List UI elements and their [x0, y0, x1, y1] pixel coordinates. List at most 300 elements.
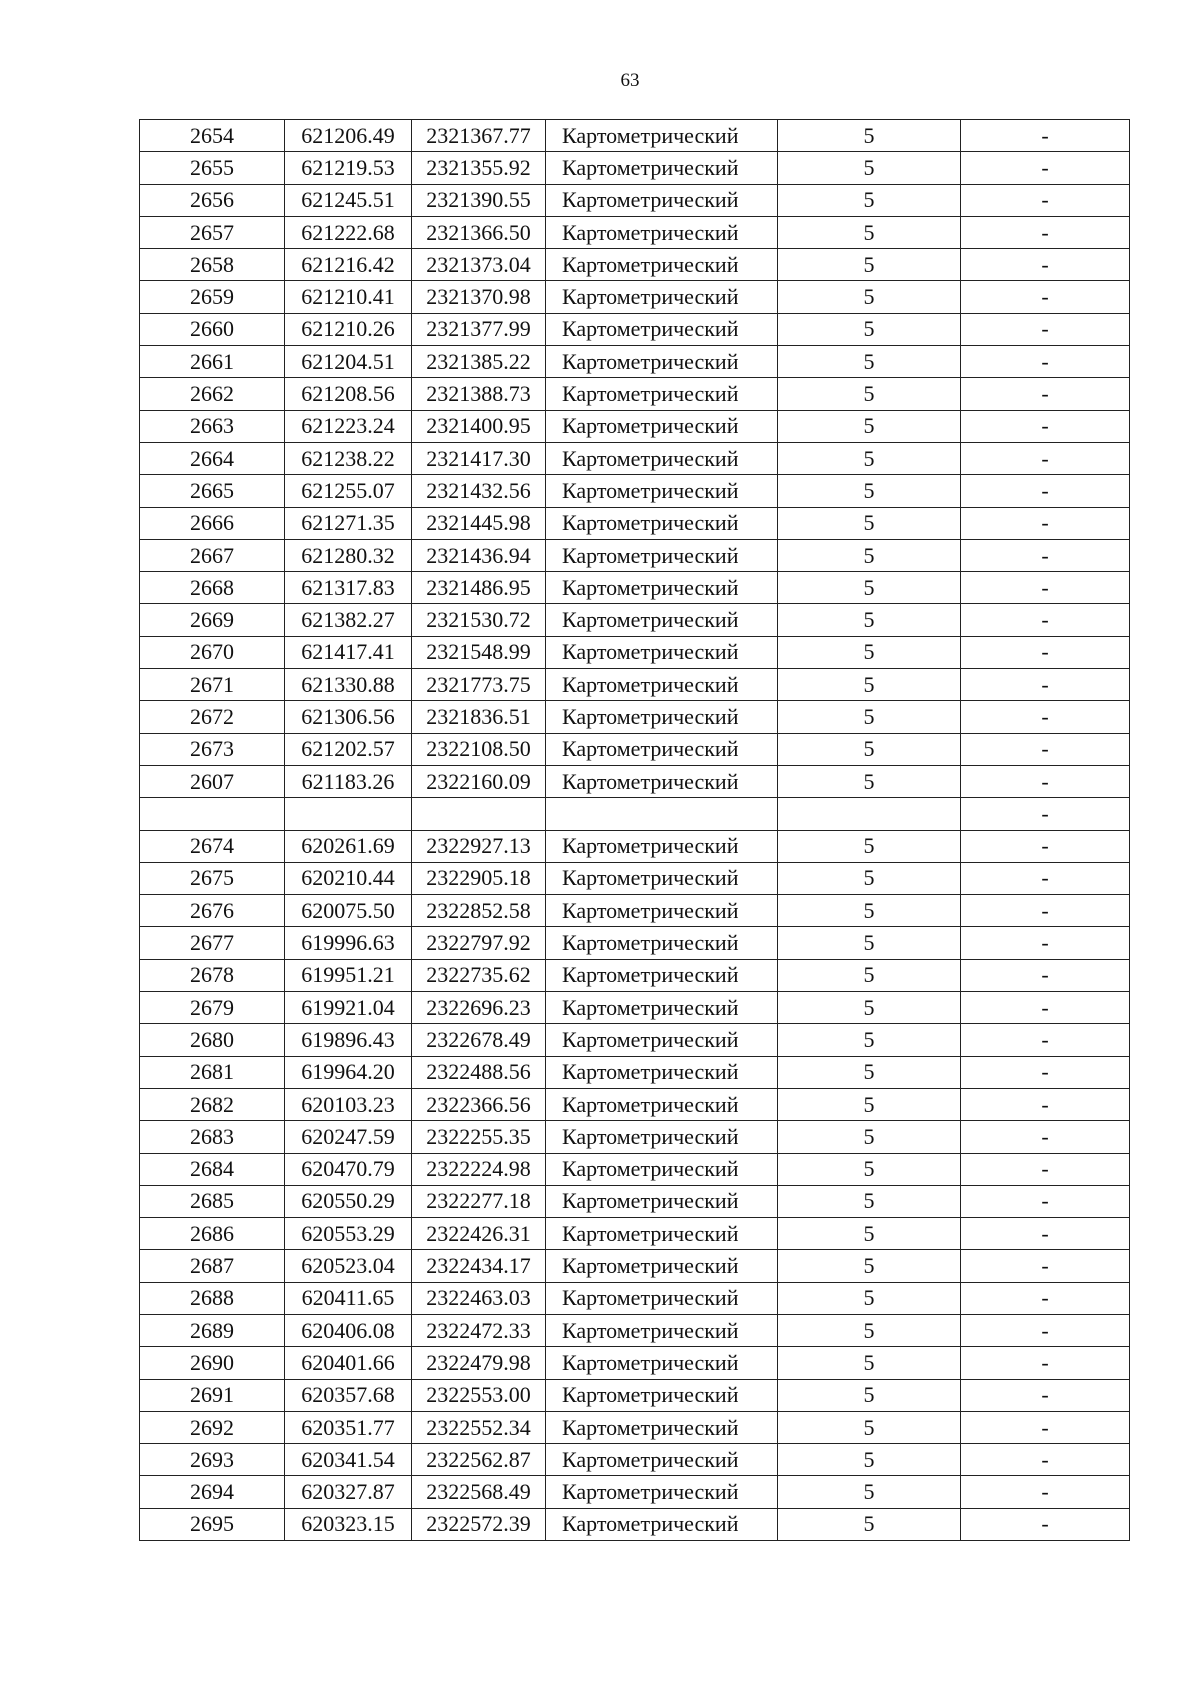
point-number-cell: 2661 [140, 346, 285, 378]
x-coordinate-cell: 619964.20 [285, 1056, 412, 1088]
accuracy-cell: 5 [778, 410, 961, 442]
y-coordinate-cell: 2322463.03 [412, 1282, 546, 1314]
point-number-cell: 2672 [140, 701, 285, 733]
x-coordinate-cell: 620553.29 [285, 1218, 412, 1250]
point-number-cell [140, 798, 285, 830]
accuracy-cell: 5 [778, 733, 961, 765]
accuracy-cell: 5 [778, 862, 961, 894]
accuracy-cell: 5 [778, 1056, 961, 1088]
x-coordinate-cell: 620210.44 [285, 862, 412, 894]
point-number-cell: 2655 [140, 152, 285, 184]
y-coordinate-cell: 2322696.23 [412, 992, 546, 1024]
method-cell: Картометрический [546, 636, 778, 668]
x-coordinate-cell: 620341.54 [285, 1444, 412, 1476]
method-cell: Картометрический [546, 1444, 778, 1476]
note-cell: - [961, 765, 1130, 797]
table-row [140, 281, 1130, 313]
y-coordinate-cell: 2321390.55 [412, 184, 546, 216]
point-number-cell: 2671 [140, 669, 285, 701]
page-number: 63 [620, 70, 640, 91]
y-coordinate-cell: 2322426.31 [412, 1218, 546, 1250]
x-coordinate-cell: 621208.56 [285, 378, 412, 410]
x-coordinate-cell: 620103.23 [285, 1088, 412, 1120]
point-number-cell: 2658 [140, 249, 285, 281]
table-row [140, 959, 1130, 991]
method-cell: Картометрический [546, 1218, 778, 1250]
y-coordinate-cell: 2322472.33 [412, 1314, 546, 1346]
accuracy-cell: 5 [778, 636, 961, 668]
x-coordinate-cell [285, 798, 412, 830]
table-row [140, 152, 1130, 184]
point-number-cell: 2678 [140, 959, 285, 991]
point-number-cell: 2688 [140, 1282, 285, 1314]
accuracy-cell: 5 [778, 1379, 961, 1411]
accuracy-cell: 5 [778, 1476, 961, 1508]
x-coordinate-cell: 620406.08 [285, 1314, 412, 1346]
y-coordinate-cell: 2322277.18 [412, 1185, 546, 1217]
x-coordinate-cell: 621255.07 [285, 475, 412, 507]
method-cell: Картометрический [546, 1379, 778, 1411]
point-number-cell: 2654 [140, 120, 285, 152]
x-coordinate-cell: 620323.15 [285, 1508, 412, 1540]
x-coordinate-cell: 620357.68 [285, 1379, 412, 1411]
accuracy-cell: 5 [778, 249, 961, 281]
accuracy-cell: 5 [778, 927, 961, 959]
note-cell: - [961, 410, 1130, 442]
note-cell: - [961, 895, 1130, 927]
accuracy-cell: 5 [778, 378, 961, 410]
y-coordinate-cell: 2322553.00 [412, 1379, 546, 1411]
table-row [140, 927, 1130, 959]
table-row [140, 1444, 1130, 1476]
method-cell: Картометрический [546, 152, 778, 184]
x-coordinate-cell: 620470.79 [285, 1153, 412, 1185]
y-coordinate-cell: 2322479.98 [412, 1347, 546, 1379]
y-coordinate-cell: 2322108.50 [412, 733, 546, 765]
note-cell: - [961, 152, 1130, 184]
accuracy-cell: 5 [778, 184, 961, 216]
table-row [140, 1250, 1130, 1282]
x-coordinate-cell: 621382.27 [285, 604, 412, 636]
accuracy-cell: 5 [778, 1250, 961, 1282]
accuracy-cell: 5 [778, 604, 961, 636]
note-cell: - [961, 572, 1130, 604]
y-coordinate-cell: 2322434.17 [412, 1250, 546, 1282]
point-number-cell: 2662 [140, 378, 285, 410]
table-row [140, 1218, 1130, 1250]
x-coordinate-cell: 620261.69 [285, 830, 412, 862]
y-coordinate-cell: 2321366.50 [412, 216, 546, 248]
table-row [140, 733, 1130, 765]
point-number-cell: 2693 [140, 1444, 285, 1476]
method-cell: Картометрический [546, 765, 778, 797]
note-cell: - [961, 1282, 1130, 1314]
method-cell: Картометрический [546, 184, 778, 216]
x-coordinate-cell: 621306.56 [285, 701, 412, 733]
table-row [140, 636, 1130, 668]
point-number-cell: 2607 [140, 765, 285, 797]
note-cell: - [961, 959, 1130, 991]
method-cell: Картометрический [546, 313, 778, 345]
x-coordinate-cell: 619996.63 [285, 927, 412, 959]
note-cell: - [961, 1218, 1130, 1250]
accuracy-cell: 5 [778, 1088, 961, 1120]
note-cell: - [961, 701, 1130, 733]
x-coordinate-cell: 621330.88 [285, 669, 412, 701]
x-coordinate-cell: 621204.51 [285, 346, 412, 378]
accuracy-cell: 5 [778, 830, 961, 862]
method-cell [546, 798, 778, 830]
point-number-cell: 2694 [140, 1476, 285, 1508]
accuracy-cell: 5 [778, 507, 961, 539]
note-cell: - [961, 1314, 1130, 1346]
table-row [140, 1347, 1130, 1379]
accuracy-cell: 5 [778, 1024, 961, 1056]
point-number-cell: 2670 [140, 636, 285, 668]
x-coordinate-cell: 619896.43 [285, 1024, 412, 1056]
note-cell: - [961, 669, 1130, 701]
x-coordinate-cell: 621222.68 [285, 216, 412, 248]
note-cell: - [961, 1153, 1130, 1185]
table-row [140, 1088, 1130, 1120]
method-cell: Картометрический [546, 604, 778, 636]
method-cell: Картометрический [546, 830, 778, 862]
x-coordinate-cell: 620247.59 [285, 1121, 412, 1153]
y-coordinate-cell: 2321417.30 [412, 442, 546, 474]
method-cell: Картометрический [546, 249, 778, 281]
y-coordinate-cell: 2321373.04 [412, 249, 546, 281]
x-coordinate-cell: 620327.87 [285, 1476, 412, 1508]
note-cell: - [961, 1379, 1130, 1411]
note-cell: - [961, 216, 1130, 248]
table-row [140, 249, 1130, 281]
note-cell: - [961, 539, 1130, 571]
note-cell: - [961, 862, 1130, 894]
x-coordinate-cell: 621223.24 [285, 410, 412, 442]
note-cell: - [961, 1250, 1130, 1282]
point-number-cell: 2660 [140, 313, 285, 345]
accuracy-cell: 5 [778, 442, 961, 474]
x-coordinate-cell: 621219.53 [285, 152, 412, 184]
x-coordinate-cell: 621206.49 [285, 120, 412, 152]
accuracy-cell: 5 [778, 895, 961, 927]
note-cell: - [961, 992, 1130, 1024]
table-row [140, 1153, 1130, 1185]
point-number-cell: 2664 [140, 442, 285, 474]
table-row [140, 1024, 1130, 1056]
accuracy-cell: 5 [778, 1121, 961, 1153]
accuracy-cell: 5 [778, 1314, 961, 1346]
y-coordinate-cell: 2322366.56 [412, 1088, 546, 1120]
table-row [140, 572, 1130, 604]
table-row [140, 120, 1130, 152]
y-coordinate-cell: 2321445.98 [412, 507, 546, 539]
note-cell: - [961, 281, 1130, 313]
note-cell: - [961, 1024, 1130, 1056]
point-number-cell: 2683 [140, 1121, 285, 1153]
y-coordinate-cell: 2322735.62 [412, 959, 546, 991]
table-body [140, 120, 1130, 1541]
method-cell: Картометрический [546, 442, 778, 474]
method-cell: Картометрический [546, 120, 778, 152]
method-cell: Картометрический [546, 669, 778, 701]
table-row [140, 1056, 1130, 1088]
point-number-cell: 2675 [140, 862, 285, 894]
table-row [140, 1121, 1130, 1153]
accuracy-cell: 5 [778, 959, 961, 991]
y-coordinate-cell [412, 798, 546, 830]
accuracy-cell: 5 [778, 1411, 961, 1443]
x-coordinate-cell: 621245.51 [285, 184, 412, 216]
note-cell: - [961, 798, 1130, 830]
x-coordinate-cell: 620411.65 [285, 1282, 412, 1314]
table-row [140, 410, 1130, 442]
point-number-cell: 2684 [140, 1153, 285, 1185]
method-cell: Картометрический [546, 475, 778, 507]
table-row [140, 1314, 1130, 1346]
note-cell: - [961, 313, 1130, 345]
note-cell: - [961, 184, 1130, 216]
note-cell: - [961, 1088, 1130, 1120]
x-coordinate-cell: 621317.83 [285, 572, 412, 604]
method-cell: Картометрический [546, 1250, 778, 1282]
accuracy-cell: 5 [778, 1153, 961, 1185]
point-number-cell: 2669 [140, 604, 285, 636]
accuracy-cell: 5 [778, 765, 961, 797]
x-coordinate-cell: 619951.21 [285, 959, 412, 991]
note-cell: - [961, 507, 1130, 539]
y-coordinate-cell: 2321388.73 [412, 378, 546, 410]
point-number-cell: 2681 [140, 1056, 285, 1088]
y-coordinate-cell: 2322562.87 [412, 1444, 546, 1476]
method-cell: Картометрический [546, 895, 778, 927]
table-row [140, 862, 1130, 894]
y-coordinate-cell: 2321400.95 [412, 410, 546, 442]
point-number-cell: 2690 [140, 1347, 285, 1379]
table-row [140, 1379, 1130, 1411]
table-row [140, 669, 1130, 701]
note-cell: - [961, 1444, 1130, 1476]
table-row [140, 313, 1130, 345]
point-number-cell: 2666 [140, 507, 285, 539]
table-row [140, 992, 1130, 1024]
point-number-cell: 2679 [140, 992, 285, 1024]
y-coordinate-cell: 2321367.77 [412, 120, 546, 152]
note-cell: - [961, 1056, 1130, 1088]
point-number-cell: 2674 [140, 830, 285, 862]
y-coordinate-cell: 2322552.34 [412, 1411, 546, 1443]
method-cell: Картометрический [546, 1508, 778, 1540]
x-coordinate-cell: 621210.26 [285, 313, 412, 345]
method-cell: Картометрический [546, 216, 778, 248]
y-coordinate-cell: 2321486.95 [412, 572, 546, 604]
method-cell: Картометрический [546, 1411, 778, 1443]
table-row [140, 184, 1130, 216]
accuracy-cell: 5 [778, 120, 961, 152]
note-cell: - [961, 249, 1130, 281]
note-cell: - [961, 475, 1130, 507]
point-number-cell: 2668 [140, 572, 285, 604]
point-number-cell: 2676 [140, 895, 285, 927]
x-coordinate-cell: 621271.35 [285, 507, 412, 539]
accuracy-cell [778, 798, 961, 830]
x-coordinate-cell: 620401.66 [285, 1347, 412, 1379]
y-coordinate-cell: 2322905.18 [412, 862, 546, 894]
table-row [140, 895, 1130, 927]
point-number-cell: 2677 [140, 927, 285, 959]
note-cell: - [961, 604, 1130, 636]
x-coordinate-cell: 619921.04 [285, 992, 412, 1024]
method-cell: Картометрический [546, 346, 778, 378]
x-coordinate-cell: 621417.41 [285, 636, 412, 668]
note-cell: - [961, 1347, 1130, 1379]
y-coordinate-cell: 2321370.98 [412, 281, 546, 313]
x-coordinate-cell: 620075.50 [285, 895, 412, 927]
method-cell: Картометрический [546, 378, 778, 410]
note-cell: - [961, 1411, 1130, 1443]
note-cell: - [961, 120, 1130, 152]
y-coordinate-cell: 2322852.58 [412, 895, 546, 927]
accuracy-cell: 5 [778, 1218, 961, 1250]
note-cell: - [961, 1476, 1130, 1508]
note-cell: - [961, 733, 1130, 765]
table-row [140, 1185, 1130, 1217]
note-cell: - [961, 927, 1130, 959]
method-cell: Картометрический [546, 507, 778, 539]
method-cell: Картометрический [546, 1056, 778, 1088]
y-coordinate-cell: 2321773.75 [412, 669, 546, 701]
point-number-cell: 2691 [140, 1379, 285, 1411]
x-coordinate-cell: 620351.77 [285, 1411, 412, 1443]
y-coordinate-cell: 2322797.92 [412, 927, 546, 959]
table-row [140, 378, 1130, 410]
method-cell: Картометрический [546, 1121, 778, 1153]
method-cell: Картометрический [546, 927, 778, 959]
accuracy-cell: 5 [778, 1282, 961, 1314]
y-coordinate-cell: 2321432.56 [412, 475, 546, 507]
point-number-cell: 2692 [140, 1411, 285, 1443]
y-coordinate-cell: 2322572.39 [412, 1508, 546, 1540]
y-coordinate-cell: 2321836.51 [412, 701, 546, 733]
accuracy-cell: 5 [778, 475, 961, 507]
y-coordinate-cell: 2322927.13 [412, 830, 546, 862]
method-cell: Картометрический [546, 1153, 778, 1185]
method-cell: Картометрический [546, 281, 778, 313]
accuracy-cell: 5 [778, 572, 961, 604]
table-row [140, 539, 1130, 571]
y-coordinate-cell: 2321548.99 [412, 636, 546, 668]
table-row [140, 1282, 1130, 1314]
accuracy-cell: 5 [778, 701, 961, 733]
y-coordinate-cell: 2321436.94 [412, 539, 546, 571]
table-row [140, 507, 1130, 539]
point-number-cell: 2663 [140, 410, 285, 442]
accuracy-cell: 5 [778, 1185, 961, 1217]
accuracy-cell: 5 [778, 669, 961, 701]
point-number-cell: 2659 [140, 281, 285, 313]
table-row [140, 475, 1130, 507]
table-row [140, 1411, 1130, 1443]
point-number-cell: 2656 [140, 184, 285, 216]
table-row [140, 216, 1130, 248]
table-row [140, 1508, 1130, 1540]
note-cell: - [961, 636, 1130, 668]
y-coordinate-cell: 2322224.98 [412, 1153, 546, 1185]
method-cell: Картометрический [546, 1282, 778, 1314]
accuracy-cell: 5 [778, 281, 961, 313]
method-cell: Картометрический [546, 410, 778, 442]
x-coordinate-cell: 621202.57 [285, 733, 412, 765]
point-number-cell: 2689 [140, 1314, 285, 1346]
x-coordinate-cell: 621216.42 [285, 249, 412, 281]
x-coordinate-cell: 621280.32 [285, 539, 412, 571]
point-number-cell: 2687 [140, 1250, 285, 1282]
method-cell: Картометрический [546, 1185, 778, 1217]
point-number-cell: 2686 [140, 1218, 285, 1250]
method-cell: Картометрический [546, 733, 778, 765]
point-number-cell: 2680 [140, 1024, 285, 1056]
y-coordinate-cell: 2322160.09 [412, 765, 546, 797]
y-coordinate-cell: 2322488.56 [412, 1056, 546, 1088]
note-cell: - [961, 378, 1130, 410]
x-coordinate-cell: 621183.26 [285, 765, 412, 797]
method-cell: Картометрический [546, 959, 778, 991]
method-cell: Картометрический [546, 1024, 778, 1056]
x-coordinate-cell: 621238.22 [285, 442, 412, 474]
y-coordinate-cell: 2321355.92 [412, 152, 546, 184]
method-cell: Картометрический [546, 1314, 778, 1346]
accuracy-cell: 5 [778, 1347, 961, 1379]
note-cell: - [961, 830, 1130, 862]
table-row [140, 830, 1130, 862]
x-coordinate-cell: 620523.04 [285, 1250, 412, 1282]
note-cell: - [961, 1185, 1130, 1217]
note-cell: - [961, 442, 1130, 474]
table-row [140, 798, 1130, 830]
point-number-cell: 2695 [140, 1508, 285, 1540]
y-coordinate-cell: 2321385.22 [412, 346, 546, 378]
method-cell: Картометрический [546, 992, 778, 1024]
table-row [140, 1476, 1130, 1508]
method-cell: Картометрический [546, 862, 778, 894]
note-cell: - [961, 1121, 1130, 1153]
point-number-cell: 2682 [140, 1088, 285, 1120]
accuracy-cell: 5 [778, 152, 961, 184]
x-coordinate-cell: 620550.29 [285, 1185, 412, 1217]
point-number-cell: 2667 [140, 539, 285, 571]
accuracy-cell: 5 [778, 539, 961, 571]
y-coordinate-cell: 2322255.35 [412, 1121, 546, 1153]
y-coordinate-cell: 2321530.72 [412, 604, 546, 636]
point-number-cell: 2685 [140, 1185, 285, 1217]
note-cell: - [961, 1508, 1130, 1540]
method-cell: Картометрический [546, 1347, 778, 1379]
table-row [140, 346, 1130, 378]
table-row [140, 442, 1130, 474]
note-cell: - [961, 346, 1130, 378]
point-number-cell: 2665 [140, 475, 285, 507]
point-number-cell: 2673 [140, 733, 285, 765]
accuracy-cell: 5 [778, 216, 961, 248]
coordinates-table [139, 119, 1130, 1541]
method-cell: Картометрический [546, 701, 778, 733]
y-coordinate-cell: 2322678.49 [412, 1024, 546, 1056]
table-row [140, 765, 1130, 797]
table-row [140, 701, 1130, 733]
accuracy-cell: 5 [778, 1508, 961, 1540]
accuracy-cell: 5 [778, 992, 961, 1024]
y-coordinate-cell: 2322568.49 [412, 1476, 546, 1508]
